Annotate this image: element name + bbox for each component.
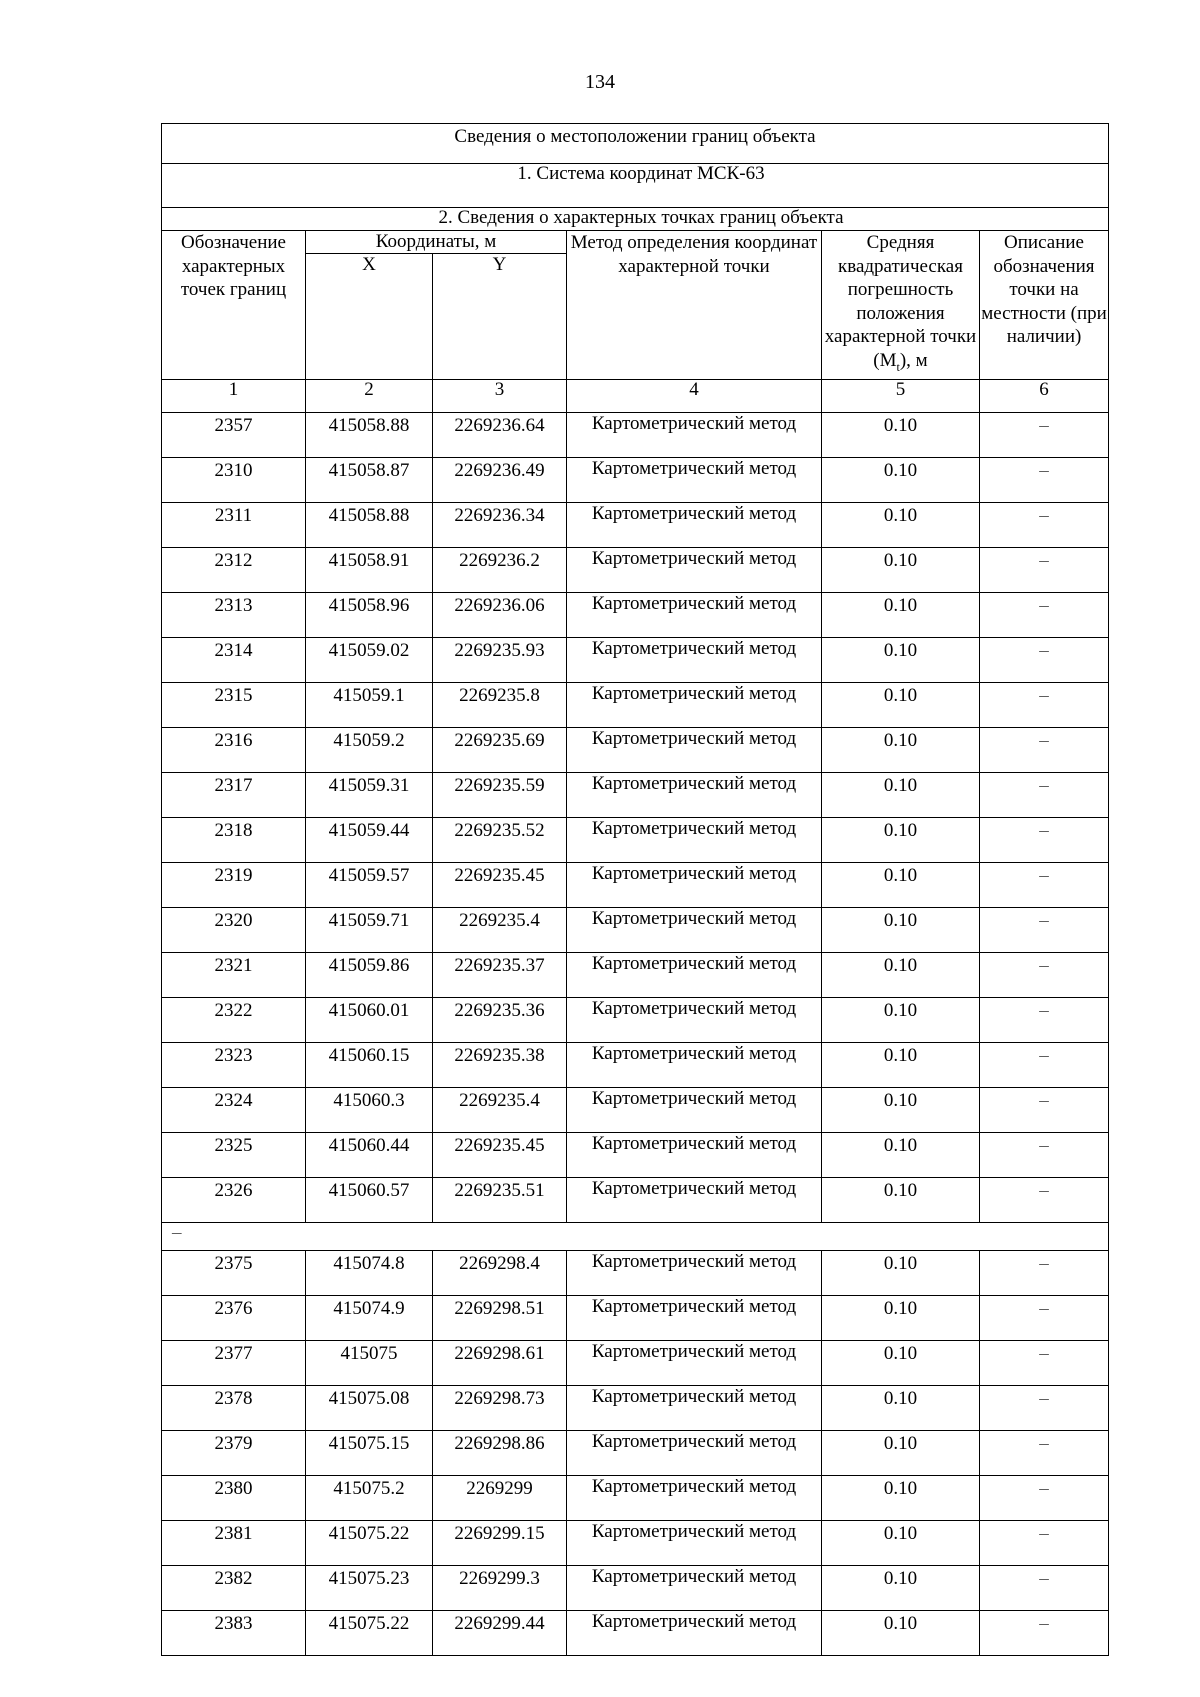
error-value: 0.10 <box>822 997 980 1042</box>
point-id: 2381 <box>162 1520 306 1565</box>
coord-y: 2269236.49 <box>433 457 567 502</box>
error-value: 0.10 <box>822 952 980 997</box>
coord-y: 2269235.69 <box>433 727 567 772</box>
coordinate-system-row: 1. Система координат МСК-63 <box>162 164 1109 208</box>
table-row <box>162 1295 1109 1340</box>
description: – <box>980 1250 1109 1295</box>
coord-y: 2269298.86 <box>433 1430 567 1475</box>
point-id: 2326 <box>162 1177 306 1222</box>
coord-x: 415060.44 <box>306 1132 433 1177</box>
error-value: 0.10 <box>822 412 980 457</box>
separator-cell <box>162 1222 1109 1250</box>
header-x: X <box>306 254 433 379</box>
coord-x: 415075.23 <box>306 1565 433 1610</box>
coord-y: 2269235.59 <box>433 772 567 817</box>
coord-x: 415059.44 <box>306 817 433 862</box>
table-row <box>162 1087 1109 1132</box>
error-value: 0.10 <box>822 907 980 952</box>
coord-y: 2269235.38 <box>433 1042 567 1087</box>
point-id: 2323 <box>162 1042 306 1087</box>
method: Картометрический метод <box>567 907 822 952</box>
method: Картометрический метод <box>567 1385 822 1430</box>
coord-y: 2269298.73 <box>433 1385 567 1430</box>
error-value: 0.10 <box>822 502 980 547</box>
error-value: 0.10 <box>822 727 980 772</box>
coord-y: 2269298.4 <box>433 1250 567 1295</box>
method: Картометрический метод <box>567 1295 822 1340</box>
method: Картометрический метод <box>567 1520 822 1565</box>
table-row <box>162 1610 1109 1655</box>
error-value: 0.10 <box>822 637 980 682</box>
error-value: 0.10 <box>822 547 980 592</box>
description: – <box>980 1042 1109 1087</box>
coord-x: 415060.3 <box>306 1087 433 1132</box>
coord-x: 415058.87 <box>306 457 433 502</box>
description: – <box>980 772 1109 817</box>
method: Картометрический метод <box>567 1042 822 1087</box>
coord-x: 415075.08 <box>306 1385 433 1430</box>
point-id: 2312 <box>162 547 306 592</box>
table-row <box>162 1340 1109 1385</box>
coord-y: 2269299.15 <box>433 1520 567 1565</box>
coord-x: 415075.15 <box>306 1430 433 1475</box>
table-title: Сведения о местоположении границ объекта <box>162 124 1109 164</box>
description: – <box>980 997 1109 1042</box>
description: – <box>980 1087 1109 1132</box>
method: Картометрический метод <box>567 1565 822 1610</box>
point-id: 2377 <box>162 1340 306 1385</box>
coord-y: 2269235.36 <box>433 997 567 1042</box>
table-row <box>162 1430 1109 1475</box>
coord-y: 2269235.51 <box>433 1177 567 1222</box>
coord-x: 415059.1 <box>306 682 433 727</box>
table-row <box>162 412 1109 457</box>
point-id: 2319 <box>162 862 306 907</box>
error-value: 0.10 <box>822 1565 980 1610</box>
table-row <box>162 502 1109 547</box>
coord-y: 2269299 <box>433 1475 567 1520</box>
table-row <box>162 592 1109 637</box>
coord-y: 2269298.51 <box>433 1295 567 1340</box>
table-row <box>162 1132 1109 1177</box>
column-number: 2 <box>306 379 433 412</box>
error-value: 0.10 <box>822 862 980 907</box>
table-row <box>162 457 1109 502</box>
coord-x: 415075 <box>306 1340 433 1385</box>
method: Картометрический метод <box>567 1610 822 1655</box>
coord-x: 415075.22 <box>306 1610 433 1655</box>
description: – <box>980 1132 1109 1177</box>
method: Картометрический метод <box>567 457 822 502</box>
point-id: 2325 <box>162 1132 306 1177</box>
coord-x: 415074.9 <box>306 1295 433 1340</box>
header-designation: Обозначение характерных точек границ <box>162 231 306 380</box>
point-id: 2322 <box>162 997 306 1042</box>
header-description: Описание обозначения точки на местности (при наличии) <box>980 231 1109 380</box>
point-id: 2311 <box>162 502 306 547</box>
point-id: 2314 <box>162 637 306 682</box>
description: – <box>980 1385 1109 1430</box>
coord-x: 415059.57 <box>306 862 433 907</box>
description: – <box>980 817 1109 862</box>
method: Картометрический метод <box>567 1340 822 1385</box>
description: – <box>980 1610 1109 1655</box>
description: – <box>980 1340 1109 1385</box>
method: Картометрический метод <box>567 682 822 727</box>
error-value: 0.10 <box>822 1042 980 1087</box>
error-value: 0.10 <box>822 1132 980 1177</box>
column-number: 6 <box>980 379 1109 412</box>
header-method: Метод определения координат характерной точки <box>567 231 822 380</box>
description: – <box>980 1295 1109 1340</box>
table-row <box>162 682 1109 727</box>
coord-x: 415058.96 <box>306 592 433 637</box>
coord-x: 415075.2 <box>306 1475 433 1520</box>
description: – <box>980 412 1109 457</box>
point-id: 2379 <box>162 1430 306 1475</box>
description: – <box>980 952 1109 997</box>
coord-x: 415058.91 <box>306 547 433 592</box>
table-row <box>162 817 1109 862</box>
column-number: 5 <box>822 379 980 412</box>
description: – <box>980 547 1109 592</box>
table-row <box>162 1565 1109 1610</box>
coord-x: 415060.15 <box>306 1042 433 1087</box>
table-row <box>162 637 1109 682</box>
coord-y: 2269235.52 <box>433 817 567 862</box>
coord-x: 415059.71 <box>306 907 433 952</box>
separator-row <box>162 1222 1109 1250</box>
points-section-row: 2. Сведения о характерных точках границ объекта <box>162 208 1109 231</box>
point-id: 2318 <box>162 817 306 862</box>
column-number: 1 <box>162 379 306 412</box>
error-value: 0.10 <box>822 817 980 862</box>
coord-y: 2269235.4 <box>433 907 567 952</box>
coord-y: 2269236.34 <box>433 502 567 547</box>
coord-y: 2269235.93 <box>433 637 567 682</box>
boundary-points-table <box>161 123 1109 1656</box>
point-id: 2376 <box>162 1295 306 1340</box>
description: – <box>980 1177 1109 1222</box>
header-coordinates: Координаты, м <box>306 231 567 254</box>
table-row <box>162 1177 1109 1222</box>
method: Картометрический метод <box>567 817 822 862</box>
column-number: 4 <box>567 379 822 412</box>
description: – <box>980 682 1109 727</box>
coord-x: 415059.31 <box>306 772 433 817</box>
separator-dash: – <box>172 1222 182 1243</box>
description: – <box>980 727 1109 772</box>
coord-y: 2269235.37 <box>433 952 567 997</box>
column-number: 3 <box>433 379 567 412</box>
coord-y: 2269236.64 <box>433 412 567 457</box>
table-row <box>162 1042 1109 1087</box>
description: – <box>980 457 1109 502</box>
description: – <box>980 502 1109 547</box>
table-row <box>162 772 1109 817</box>
coord-y: 2269299.44 <box>433 1610 567 1655</box>
table-row <box>162 1385 1109 1430</box>
method: Картометрический метод <box>567 862 822 907</box>
method: Картометрический метод <box>567 997 822 1042</box>
point-id: 2380 <box>162 1475 306 1520</box>
page-number: 134 <box>585 71 615 93</box>
error-value: 0.10 <box>822 1177 980 1222</box>
coord-x: 415060.57 <box>306 1177 433 1222</box>
coord-y: 2269236.2 <box>433 547 567 592</box>
error-value: 0.10 <box>822 1520 980 1565</box>
method: Картометрический метод <box>567 772 822 817</box>
point-id: 2383 <box>162 1610 306 1655</box>
header-y: Y <box>433 254 567 379</box>
point-id: 2321 <box>162 952 306 997</box>
coord-y: 2269235.45 <box>433 1132 567 1177</box>
error-value: 0.10 <box>822 1385 980 1430</box>
point-id: 2382 <box>162 1565 306 1610</box>
method: Картометрический метод <box>567 547 822 592</box>
table-row <box>162 997 1109 1042</box>
coord-y: 2269235.45 <box>433 862 567 907</box>
method: Картометрический метод <box>567 1430 822 1475</box>
method: Картометрический метод <box>567 1132 822 1177</box>
method: Картометрический метод <box>567 727 822 772</box>
error-value: 0.10 <box>822 592 980 637</box>
coord-y: 2269298.61 <box>433 1340 567 1385</box>
point-id: 2315 <box>162 682 306 727</box>
point-id: 2320 <box>162 907 306 952</box>
error-value: 0.10 <box>822 1340 980 1385</box>
coord-x: 415059.2 <box>306 727 433 772</box>
table-row <box>162 727 1109 772</box>
description: – <box>980 592 1109 637</box>
error-value: 0.10 <box>822 1475 980 1520</box>
point-id: 2324 <box>162 1087 306 1132</box>
point-id: 2317 <box>162 772 306 817</box>
point-id: 2313 <box>162 592 306 637</box>
coord-x: 415058.88 <box>306 502 433 547</box>
method: Картометрический метод <box>567 412 822 457</box>
point-id: 2378 <box>162 1385 306 1430</box>
method: Картометрический метод <box>567 1177 822 1222</box>
coord-x: 415058.88 <box>306 412 433 457</box>
coord-y: 2269299.3 <box>433 1565 567 1610</box>
method: Картометрический метод <box>567 952 822 997</box>
table-row <box>162 862 1109 907</box>
description: – <box>980 1565 1109 1610</box>
header-error: Средняя квадратическая погрешность положения характерной точки $(M_t)$, м <box>822 231 980 380</box>
description: – <box>980 1475 1109 1520</box>
error-value: 0.10 <box>822 1610 980 1655</box>
description: – <box>980 862 1109 907</box>
method: Картометрический метод <box>567 1087 822 1132</box>
point-id: 2357 <box>162 412 306 457</box>
coord-x: 415060.01 <box>306 997 433 1042</box>
description: – <box>980 907 1109 952</box>
error-value: 0.10 <box>822 772 980 817</box>
point-id: 2375 <box>162 1250 306 1295</box>
table-row <box>162 1520 1109 1565</box>
table-row <box>162 907 1109 952</box>
coord-x: 415059.86 <box>306 952 433 997</box>
method: Картометрический метод <box>567 1475 822 1520</box>
error-value: 0.10 <box>822 1250 980 1295</box>
table-row <box>162 952 1109 997</box>
error-value: 0.10 <box>822 682 980 727</box>
error-value: 0.10 <box>822 457 980 502</box>
point-id: 2310 <box>162 457 306 502</box>
coord-y: 2269235.4 <box>433 1087 567 1132</box>
method: Картометрический метод <box>567 502 822 547</box>
description: – <box>980 1520 1109 1565</box>
coord-x: 415059.02 <box>306 637 433 682</box>
coord-y: 2269235.8 <box>433 682 567 727</box>
method: Картометрический метод <box>567 592 822 637</box>
table-row <box>162 1250 1109 1295</box>
coord-x: 415074.8 <box>306 1250 433 1295</box>
error-value: 0.10 <box>822 1430 980 1475</box>
error-value: 0.10 <box>822 1087 980 1132</box>
method: Картометрический метод <box>567 1250 822 1295</box>
description: – <box>980 637 1109 682</box>
method: Картометрический метод <box>567 637 822 682</box>
description: – <box>980 1430 1109 1475</box>
coord-x: 415075.22 <box>306 1520 433 1565</box>
table-row <box>162 1475 1109 1520</box>
point-id: 2316 <box>162 727 306 772</box>
table-row <box>162 547 1109 592</box>
error-value: 0.10 <box>822 1295 980 1340</box>
coord-y: 2269236.06 <box>433 592 567 637</box>
